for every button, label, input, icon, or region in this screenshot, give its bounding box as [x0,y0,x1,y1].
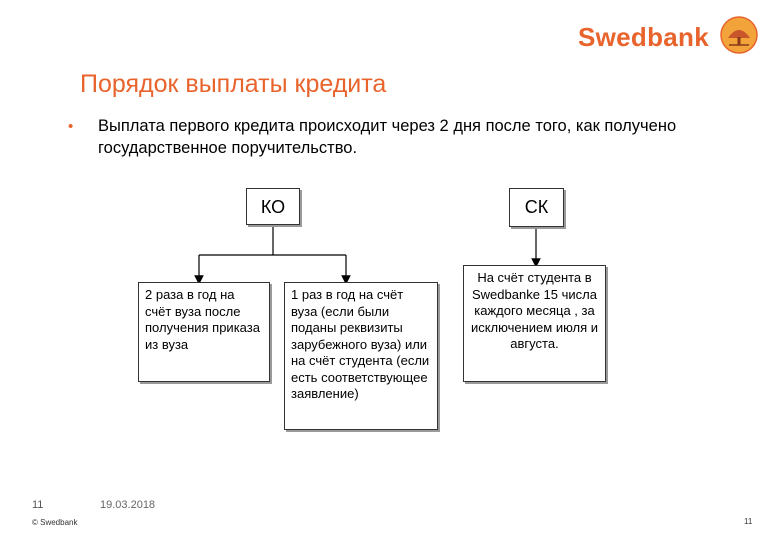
payment-box-3-text: На счёт студента в Swedbanke 15 числа каждого месяца , за исключением июля и августа. [470,270,599,351]
sk-box [509,188,564,227]
footer-page-number: 11 [744,517,753,526]
footer-slide-number: 11 [32,499,44,511]
ko-label: КО [260,197,286,217]
payment-box-1-text: 2 раза в год на счёт вуза после получения приказа из вуза [145,287,260,352]
swedbank-logo-text: Swedbank [578,22,709,52]
footer-date: 19.03.2018 [100,499,156,511]
payment-box-2 [284,282,438,430]
payment-box-1 [138,282,270,382]
payment-box-2-text: 1 раз в год на счёт вуза (если были поданы реквизиты зарубежного вуза) или на счёт студента (если есть соответствующее заявление) [291,287,430,401]
payment-box-3 [463,265,606,382]
ko-connector [199,225,346,280]
bullet-marker: • [68,118,74,135]
footer-copyright: © Swedbank [32,518,78,527]
sk-label: СК [524,197,549,217]
ko-box [246,188,300,225]
bullet-text: Выплата первого кредита происходит через 2 дня после того, как получено государственное поручительство. [98,117,677,157]
slide-title: Порядок выплаты кредита [80,70,387,98]
